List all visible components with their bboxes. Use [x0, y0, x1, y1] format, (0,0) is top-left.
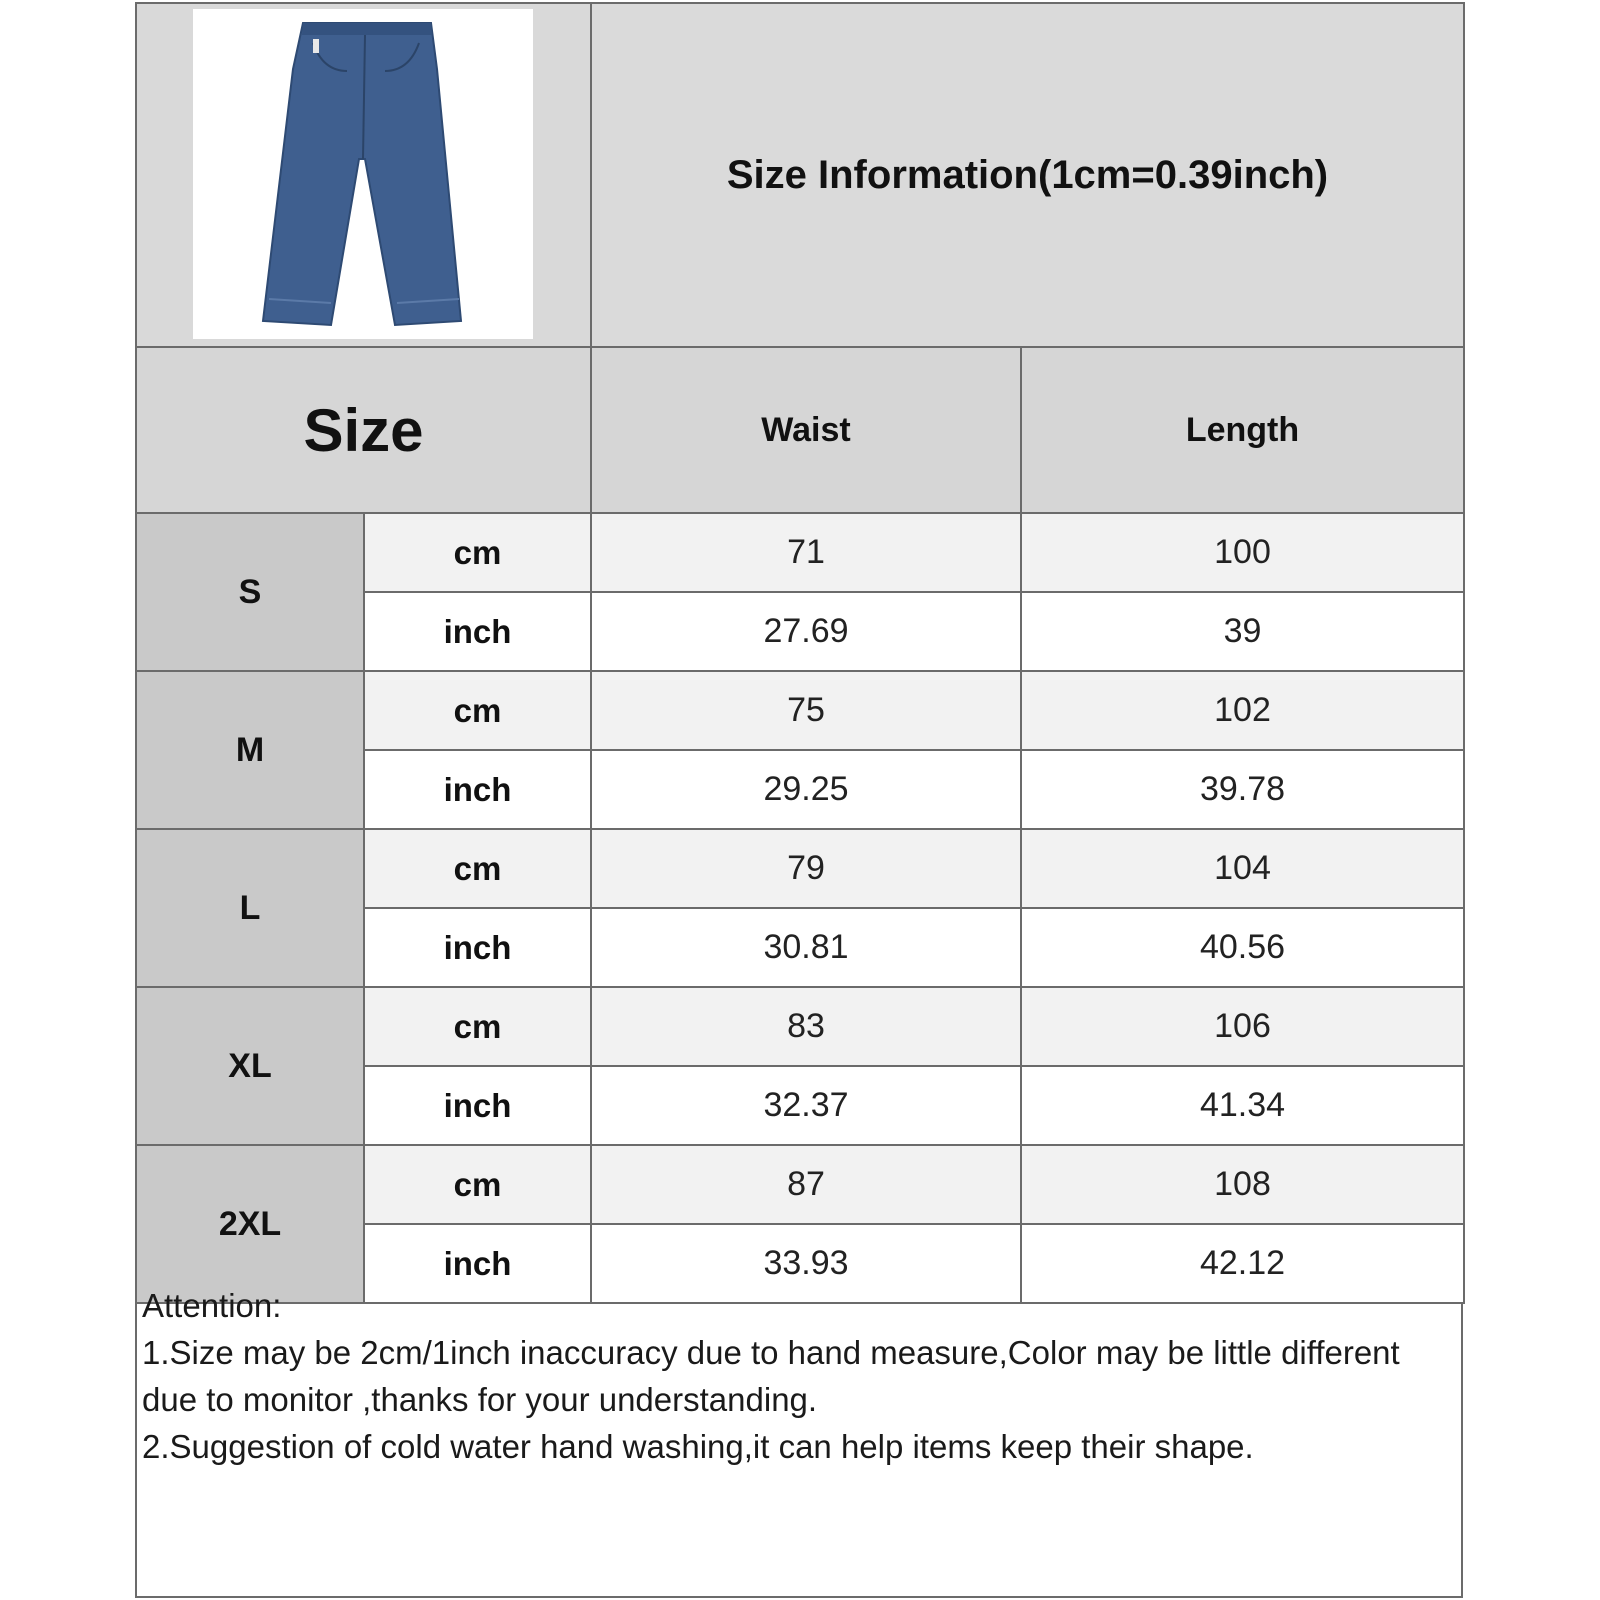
product-photo	[193, 9, 533, 339]
unit-label-cm: cm	[364, 987, 591, 1066]
table-row	[136, 1145, 1464, 1224]
length-inch-value: 39	[1021, 592, 1464, 671]
waist-inch-value: 33.93	[591, 1224, 1021, 1303]
size-label: 2XL	[136, 1145, 364, 1303]
unit-label-cm: cm	[364, 829, 591, 908]
length-inch-value: 40.56	[1021, 908, 1464, 987]
length-column-header: Length	[1021, 347, 1464, 513]
column-header-row	[136, 347, 1464, 513]
length-inch-value: 41.34	[1021, 1066, 1464, 1145]
length-cm-value: 106	[1021, 987, 1464, 1066]
waist-cm-value: 87	[591, 1145, 1021, 1224]
size-label: S	[136, 513, 364, 671]
unit-label-inch: inch	[364, 908, 591, 987]
size-info-title: Size Information(1cm=0.39inch)	[591, 3, 1464, 347]
size-label: M	[136, 671, 364, 829]
length-cm-value: 100	[1021, 513, 1464, 592]
table-row	[136, 513, 1464, 592]
waist-cm-value: 71	[591, 513, 1021, 592]
size-label: L	[136, 829, 364, 987]
size-column-header: Size	[136, 347, 591, 513]
table-row	[136, 829, 1464, 908]
table-row	[136, 987, 1464, 1066]
waist-column-header: Waist	[591, 347, 1021, 513]
waist-cm-value: 83	[591, 987, 1021, 1066]
attention-notes	[142, 1282, 1442, 1470]
attention-line-1: 1.Size may be 2cm/1inch inaccuracy due to hand measure,Color may be little different due to monitor ,thanks for your understanding.	[142, 1334, 1409, 1418]
unit-label-cm: cm	[364, 513, 591, 592]
size-chart-table	[135, 2, 1465, 1304]
waist-inch-value: 27.69	[591, 592, 1021, 671]
length-inch-value: 39.78	[1021, 750, 1464, 829]
product-photo-cell	[136, 3, 591, 347]
unit-label-inch: inch	[364, 592, 591, 671]
unit-label-inch: inch	[364, 750, 591, 829]
length-inch-value: 42.12	[1021, 1224, 1464, 1303]
waist-inch-value: 32.37	[591, 1066, 1021, 1145]
length-cm-value: 104	[1021, 829, 1464, 908]
size-label: XL	[136, 987, 364, 1145]
attention-line-2: 2.Suggestion of cold water hand washing,it can help items keep their shape.	[142, 1428, 1254, 1465]
attention-heading: Attention:	[142, 1287, 282, 1324]
unit-label-inch: inch	[364, 1066, 591, 1145]
length-cm-value: 108	[1021, 1145, 1464, 1224]
table-row	[136, 671, 1464, 750]
unit-label-cm: cm	[364, 1145, 591, 1224]
unit-label-inch: inch	[364, 1224, 591, 1303]
waist-inch-value: 30.81	[591, 908, 1021, 987]
waist-cm-value: 75	[591, 671, 1021, 750]
length-cm-value: 102	[1021, 671, 1464, 750]
jeans-icon	[193, 9, 533, 339]
unit-label-cm: cm	[364, 671, 591, 750]
waist-cm-value: 79	[591, 829, 1021, 908]
header-row	[136, 3, 1464, 347]
waist-inch-value: 29.25	[591, 750, 1021, 829]
